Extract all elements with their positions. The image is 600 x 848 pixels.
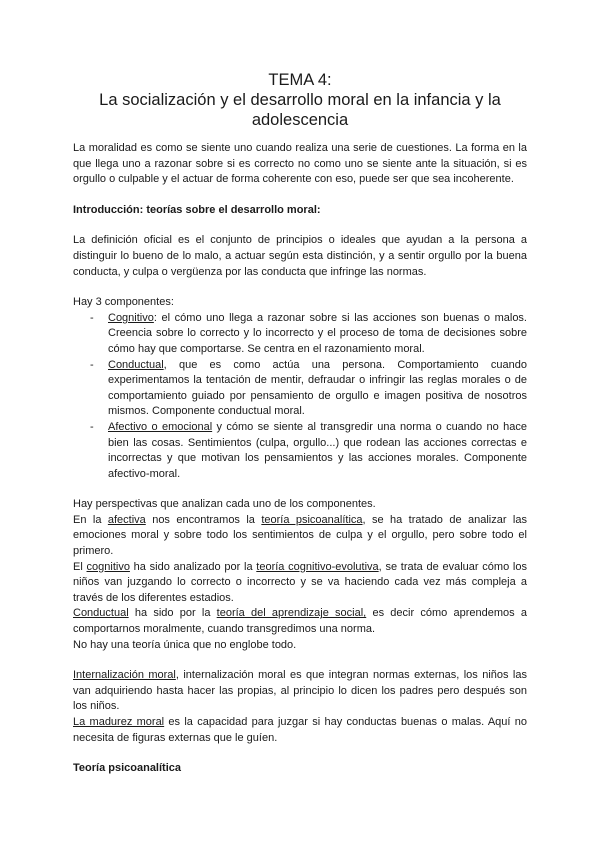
theory-cognitivo-evolutiva: teoría cognitivo-evolutiva: [256, 560, 379, 573]
text-span: En la: [73, 513, 108, 526]
list-dash: -: [90, 311, 94, 324]
intro-paragraph: La moralidad es como se siente uno cuando realiza una serie de cuestiones. La forma en la que llega uno a razonar sobre si es correcto no como uno se siente ante la situación, si es orgullo o culpable y el actuar de forma coherente con eso, puede ser que sea incoherente.: [73, 142, 527, 186]
section-heading-psicoanalitica: Teoría psicoanalítica: [73, 762, 182, 775]
list-dash: -: [90, 420, 94, 433]
internalization-paragraph: [73, 668, 527, 715]
term-afectivo: Afectivo o emocional: [108, 420, 213, 433]
term-conductual-2: Conductual: [73, 607, 129, 620]
components-list: [73, 311, 527, 483]
theory-psicoanalitica: teoría psicoanalítica: [261, 513, 363, 526]
term-cognitivo-2: cognitivo: [86, 560, 130, 573]
page-title: La socialización y el desarrollo moral en la infancia y la adolescencia: [99, 91, 501, 129]
page-content: [73, 70, 527, 777]
definition-paragraph: La definición oficial es el conjunto de principios o ideales que ayudan a la persona a distinguir lo bueno de lo malo, a actuar según esta distinción, y a sentir orgullo por la buena conducta, y culpa o vergüenza por las conducta que infringe las normas.: [73, 234, 527, 278]
page-title-number: TEMA 4:: [268, 71, 332, 89]
term-afectiva: afectiva: [107, 513, 146, 526]
components-intro: Hay 3 componentes:: [73, 296, 174, 309]
text-span: ha sido analizado por la: [129, 560, 257, 573]
perspective-afectiva: [73, 513, 527, 560]
list-item: [73, 311, 527, 358]
title-block: [73, 70, 527, 130]
component-text: : el cómo uno llega a razonar sobre si las acciones son buenas o malos. Creencia sobre lo correcto y lo incorrecto y el proceso de toma de decisiones sobre cómo hay que comportarse. Se centra en el razonamiento moral.: [108, 311, 527, 355]
term-internalizacion: Internalización moral: [73, 669, 176, 682]
text-span: , internalización moral es que integran normas externas, los niños las van adquiriendo hasta hacer las propias, al principio lo dicen los padres pero después son los niños.: [73, 669, 527, 713]
list-dash: -: [90, 358, 94, 371]
text-span: , se trata de evaluar cómo los niños van juzgando lo correcto o incorrecto y se va haciendo cada vez más compleja a través de los diferentes estadios.: [73, 560, 527, 604]
perspectives-last: No hay una teoría única que no englobe todo.: [73, 638, 297, 651]
perspective-cognitivo: [73, 560, 527, 607]
perspective-conductual: [73, 606, 527, 637]
text-span: El: [73, 560, 87, 573]
term-conductual: Conductual: [108, 358, 164, 371]
term-madurez: La madurez moral: [73, 716, 165, 728]
component-text: y cómo se siente al transgredir una norma o cuando no hace bien las cosas. Sentimientos (culpa, orgullo...) que rodean las acciones correctas e incorrectas y que motivan los pensamientos y las acciones morales. Componente afectivo-moral.: [108, 420, 527, 480]
theory-aprendizaje-social: teoría del aprendizaje social,: [216, 607, 367, 620]
maturity-paragraph: [73, 715, 527, 746]
list-item: [73, 420, 527, 482]
term-cognitivo: Cognitivo: [108, 311, 154, 324]
text-span: es la capacidad para juzgar si hay conductas buenas o malas. Aquí no necesita de figuras externas que le guíen.: [73, 716, 527, 744]
perspectives-intro: Hay perspectivas que analizan cada uno de los componentes.: [73, 498, 376, 511]
text-span: es decir cómo aprendemos a comportarnos moralmente, cuando transgredimos una norma.: [73, 607, 527, 636]
component-text: , que es como actúa una persona. Comportamiento cuando experimentamos la tentación de mentir, defraudar o infringir las reglas morales o de comportamiento guiado por pensamiento de orgullo e imagen positiva de nosotros mismos. Componente conductual moral.: [108, 358, 527, 418]
list-item: [73, 358, 527, 420]
text-span: ha sido por la: [128, 607, 217, 620]
text-span: nos encontramos la: [145, 513, 262, 526]
section-heading-introduccion: Introducción: teorías sobre el desarrollo moral:: [73, 203, 321, 216]
text-span: , se ha tratado de analizar las emociones moral y sobre todo los sentimientos de culpa y el orgullo, pero sobre todo el primero.: [73, 513, 527, 558]
